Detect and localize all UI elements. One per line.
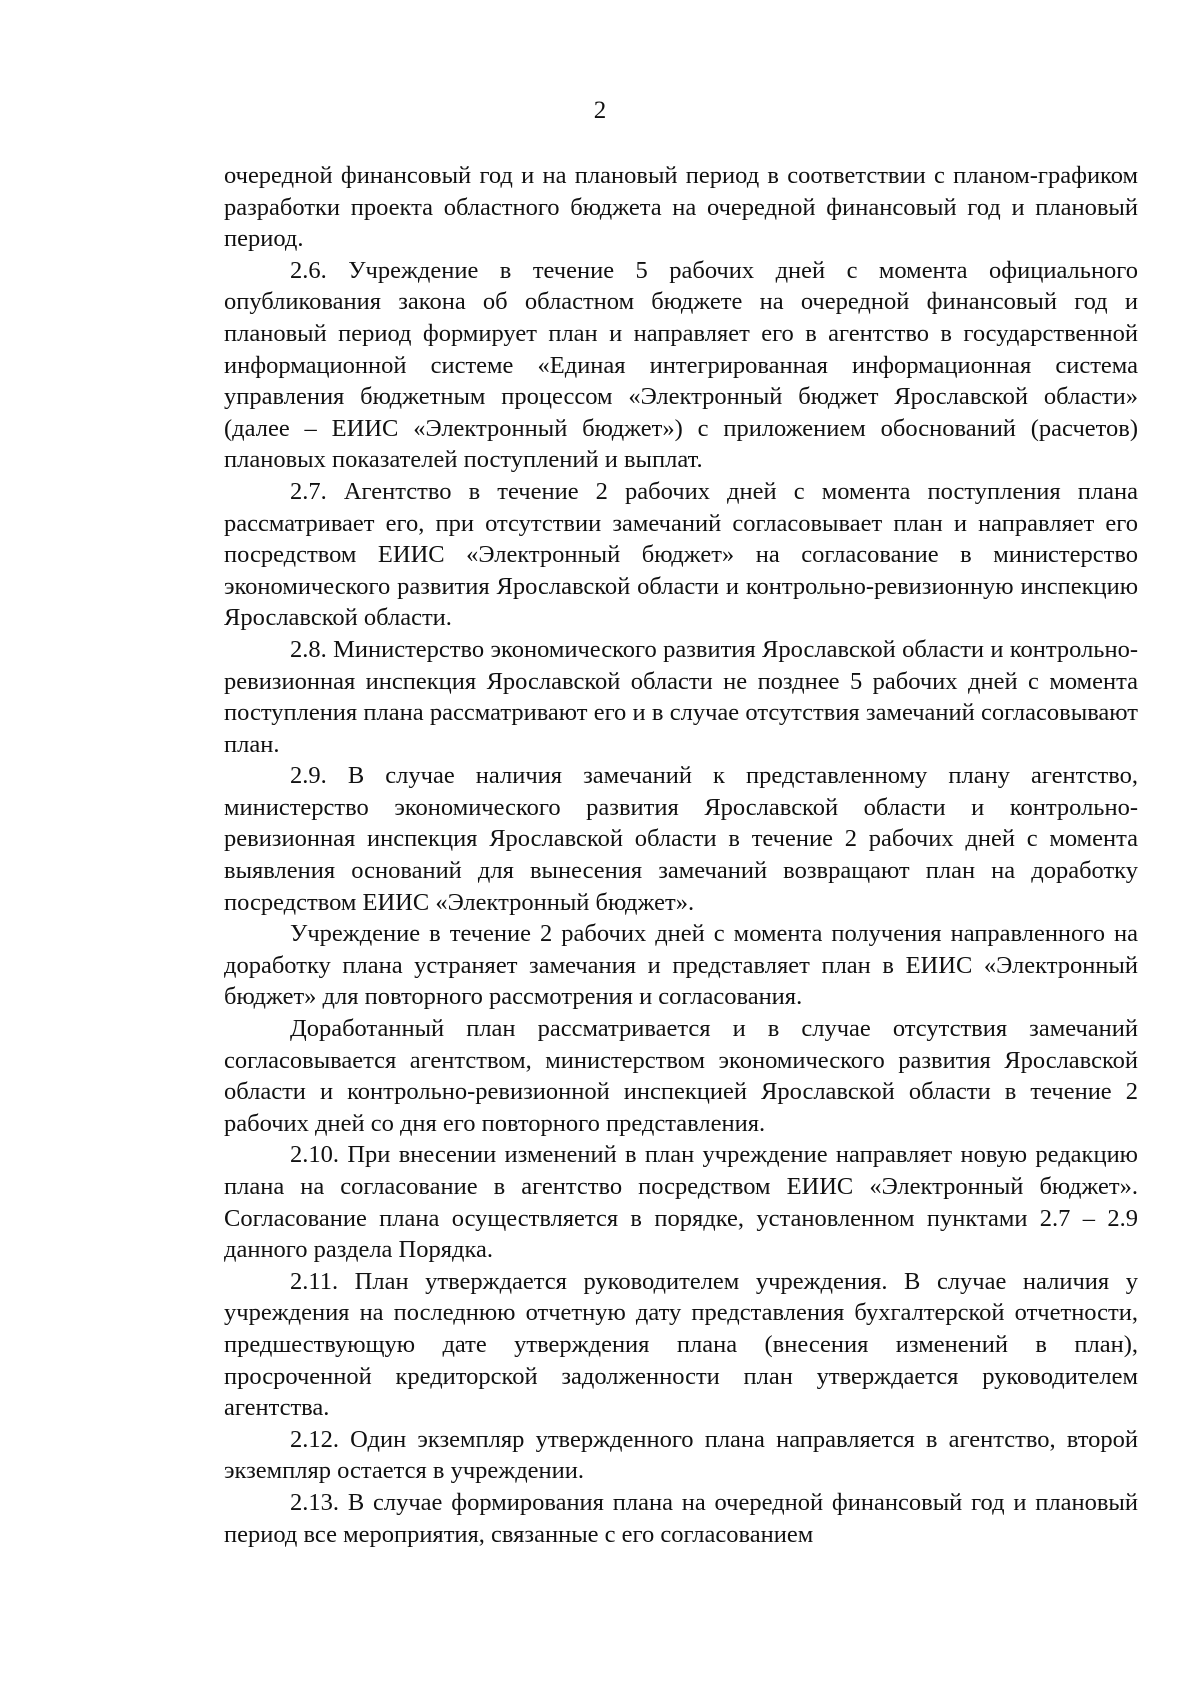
paragraph-2-6: 2.6. Учреждение в течение 5 рабочих дней с момента официального опубликования закона об областном бюджете на очередной финансовый год и плановый период формирует план и направляет его в агентство в государственной информационной системе «Единая интегрированная информационная система управления бюджетным процессом «Электронный бюджет Ярославской области» (далее – ЕИИС «Электронный бюджет») с приложением обоснований (расчетов) плановых показателей поступлений и выплат.: [224, 256, 1138, 474]
paragraph-2-7: 2.7. Агентство в течение 2 рабочих дней с момента поступления плана рассматривает его, при отсутствии замечаний согласовывает план и направляет его посредством ЕИИС «Электронный бюджет» на согласование в министерство экономического развития Ярославской области и контрольно-ревизионную инспекцию Ярославской области.: [224, 477, 1138, 632]
paragraph-2-9: 2.9. В случае наличия замечаний к представленному плану агентство, министерство экономического развития Ярославской области и контрольно-ревизионная инспекция Ярославской области в течение 2 рабочих дней с момента выявления оснований для вынесения замечаний возвращают план на доработку посредством ЕИИС «Электронный бюджет».: [224, 762, 1138, 916]
paragraph-2-9-rework: Учреждение в течение 2 рабочих дней с момента получения направленного на доработку плана устраняет замечания и представляет план в ЕИИС «Электронный бюджет» для повторного рассмотрения и согласования.: [224, 920, 1138, 1011]
page-number: 2: [593, 97, 607, 124]
paragraph-continuation: очередной финансовый год и на плановый период в соответствии с планом-графиком разработки проекта областного бюджета на очередной финансовый год и плановый период.: [224, 162, 1138, 253]
paragraph-2-13: 2.13. В случае формирования плана на очередной финансовый год и плановый период все мероприятия, связанные с его согласованием: [224, 1488, 1138, 1548]
paragraph-2-9-review: Доработанный план рассматривается и в случае отсутствия замечаний согласовывается агентством, министерством экономического развития Ярославской области и контрольно-ревизионной инспекцией Ярославской области в течение 2 рабочих дней со дня его повторного представления.: [224, 1015, 1138, 1137]
paragraph-2-10: 2.10. При внесении изменений в план учреждение направляет новую редакцию плана на согласование в агентство посредством ЕИИС «Электронный бюджет». Согласование плана осуществляется в порядке, установленном пунктами 2.7 – 2.9 данного раздела Порядка.: [224, 1141, 1138, 1264]
paragraph-2-11: 2.11. План утверждается руководителем учреждения. В случае наличия у учреждения на последнюю отчетную дату представления бухгалтерской отчетности, предшествующую дате утверждения плана (внесения изменений в план), просроченной кредиторской задолженности план утверждается руководителем агентства.: [224, 1267, 1138, 1422]
paragraph-2-8: 2.8. Министерство экономического развития Ярославской области и контрольно-ревизионная инспекция Ярославской области не позднее 5 рабочих дней с момента поступления плана рассматривают его и в случае отсутствия замечаний согласовывают план.: [224, 635, 1138, 758]
paragraph-2-12: 2.12. Один экземпляр утвержденного плана направляется в агентство, второй экземпляр остается в учреждении.: [224, 1425, 1138, 1485]
document-body: [224, 160, 1138, 1550]
